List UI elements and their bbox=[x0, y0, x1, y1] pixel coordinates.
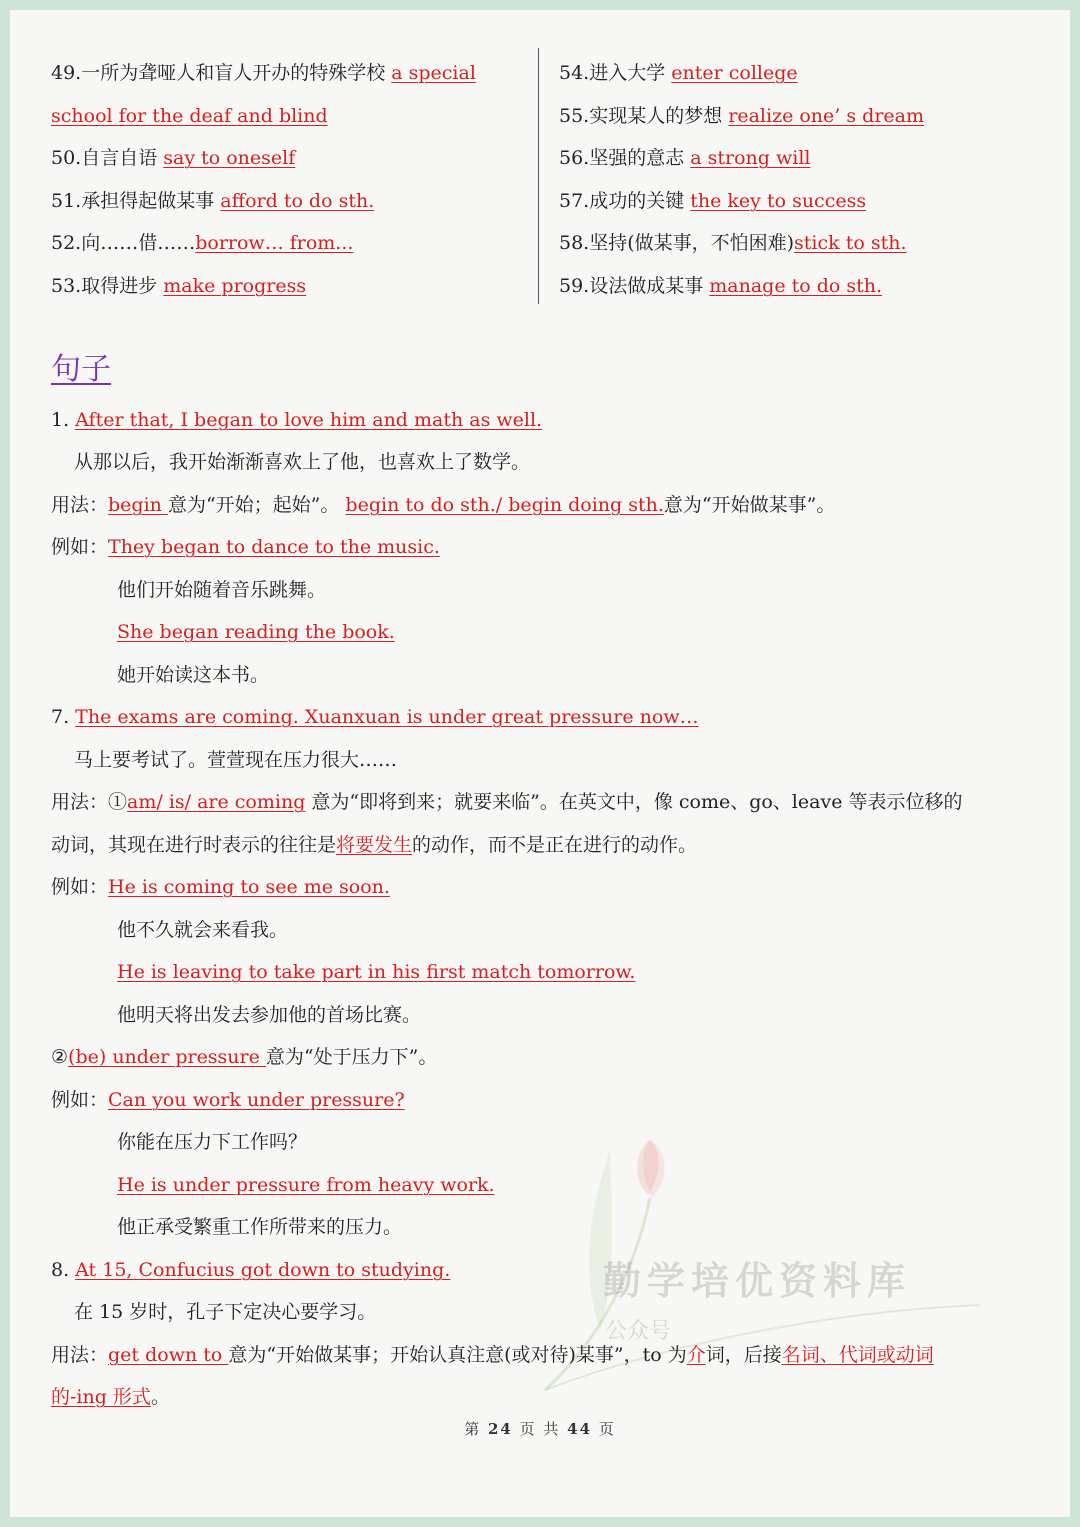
sentence-8: 8. At 15, Confucius got down to studying. bbox=[51, 1259, 451, 1281]
vocab-item-55: 55.实现某人的梦想 realize one’ s dream bbox=[559, 105, 924, 127]
vocab-item-54: 54.进入大学 enter college bbox=[559, 62, 798, 84]
vocab-item-51: 51.承担得起做某事 afford to do sth. bbox=[51, 190, 375, 212]
sentence-8-usage-cont: 的-ing 形式。 bbox=[51, 1386, 170, 1408]
vocab-item-57: 57.成功的关键 the key to success bbox=[559, 190, 867, 212]
sentence-7: 7. The exams are coming. Xuanxuan is under great pressure now… bbox=[51, 706, 699, 728]
sentence-1-example-1-translation: 他们开始随着音乐跳舞。 bbox=[117, 579, 327, 601]
vocab-item-52: 52.向……借……borrow… from... bbox=[51, 232, 354, 254]
vocab-item-58: 58.坚持(做某事，不怕困难)stick to sth. bbox=[559, 232, 907, 254]
sentence-1-example-1: 例如：They began to dance to the music. bbox=[51, 536, 440, 558]
sentence-7-example-4: He is under pressure from heavy work. bbox=[117, 1174, 495, 1196]
page-footer: 第 24 页 共 44 页 bbox=[464, 1420, 616, 1438]
page-number: 24 bbox=[487, 1420, 513, 1438]
sentence-7-example-2: He is leaving to take part in his first match tomorrow. bbox=[117, 961, 636, 983]
sentence-8-usage: 用法：get down to 意为“开始做某事；开始认真注意(或对待)某事”，to 为介词，后接名词、代词或动词 bbox=[51, 1344, 934, 1366]
sentence-7-example-1: 例如：He is coming to see me soon. bbox=[51, 876, 390, 898]
sentence-7-example-3: 例如：Can you work under pressure? bbox=[51, 1089, 405, 1111]
vocab-item-49: 49.一所为聋哑人和盲人开办的特殊学校 a special bbox=[51, 62, 476, 84]
sentence-1: 1. After that, I began to love him and math as well. bbox=[51, 409, 543, 431]
sentence-7-example-3-translation: 你能在压力下工作吗？ bbox=[117, 1131, 308, 1153]
vocab-item-53: 53.取得进步 make progress bbox=[51, 275, 307, 297]
page-total: 44 bbox=[567, 1420, 593, 1438]
vocab-item-59: 59.设法做成某事 manage to do sth. bbox=[559, 275, 883, 297]
sentence-1-example-2: She began reading the book. bbox=[117, 621, 395, 643]
section-title: 句子 bbox=[51, 352, 111, 387]
sentence-8-translation: 在 15 岁时，孔子下定决心要学习。 bbox=[74, 1301, 377, 1323]
watermark-title: 勤学培优资料库 bbox=[603, 1258, 912, 1303]
sentence-7-example-1-translation: 他不久就会来看我。 bbox=[117, 919, 289, 941]
watermark-subtitle: 公众号 bbox=[605, 1319, 672, 1344]
sentence-7-usage-1: 用法：①am/ is/ are coming 意为“即将到来；就要来临”。在英文中，像 come、go、leave 等表示位移的 bbox=[51, 791, 963, 813]
vocab-item-56: 56.坚强的意志 a strong will bbox=[559, 147, 811, 169]
column-divider bbox=[538, 48, 539, 304]
sentence-7-example-4-translation: 他正承受繁重工作所带来的压力。 bbox=[117, 1216, 403, 1238]
sentence-1-example-2-translation: 她开始读这本书。 bbox=[117, 664, 270, 686]
vocab-item-50: 50.自言自语 say to oneself bbox=[51, 147, 296, 169]
sentence-7-usage-2: ②(be) under pressure 意为“处于压力下”。 bbox=[51, 1046, 438, 1068]
sentence-1-usage: 用法：begin 意为“开始；起始”。 begin to do sth./ begin doing sth.意为“开始做某事”。 bbox=[51, 494, 836, 516]
sentence-7-example-2-translation: 他明天将出发去参加他的首场比赛。 bbox=[117, 1004, 422, 1026]
sentence-7-translation: 马上要考试了。萱萱现在压力很大…… bbox=[74, 749, 398, 771]
sentence-1-translation: 从那以后，我开始渐渐喜欢上了他，也喜欢上了数学。 bbox=[74, 451, 531, 473]
vocab-item-49-cont: school for the deaf and blind bbox=[51, 105, 328, 127]
sentence-7-usage-1-cont: 动词，其现在进行时表示的往往是将要发生的动作，而不是正在进行的动作。 bbox=[51, 834, 698, 856]
